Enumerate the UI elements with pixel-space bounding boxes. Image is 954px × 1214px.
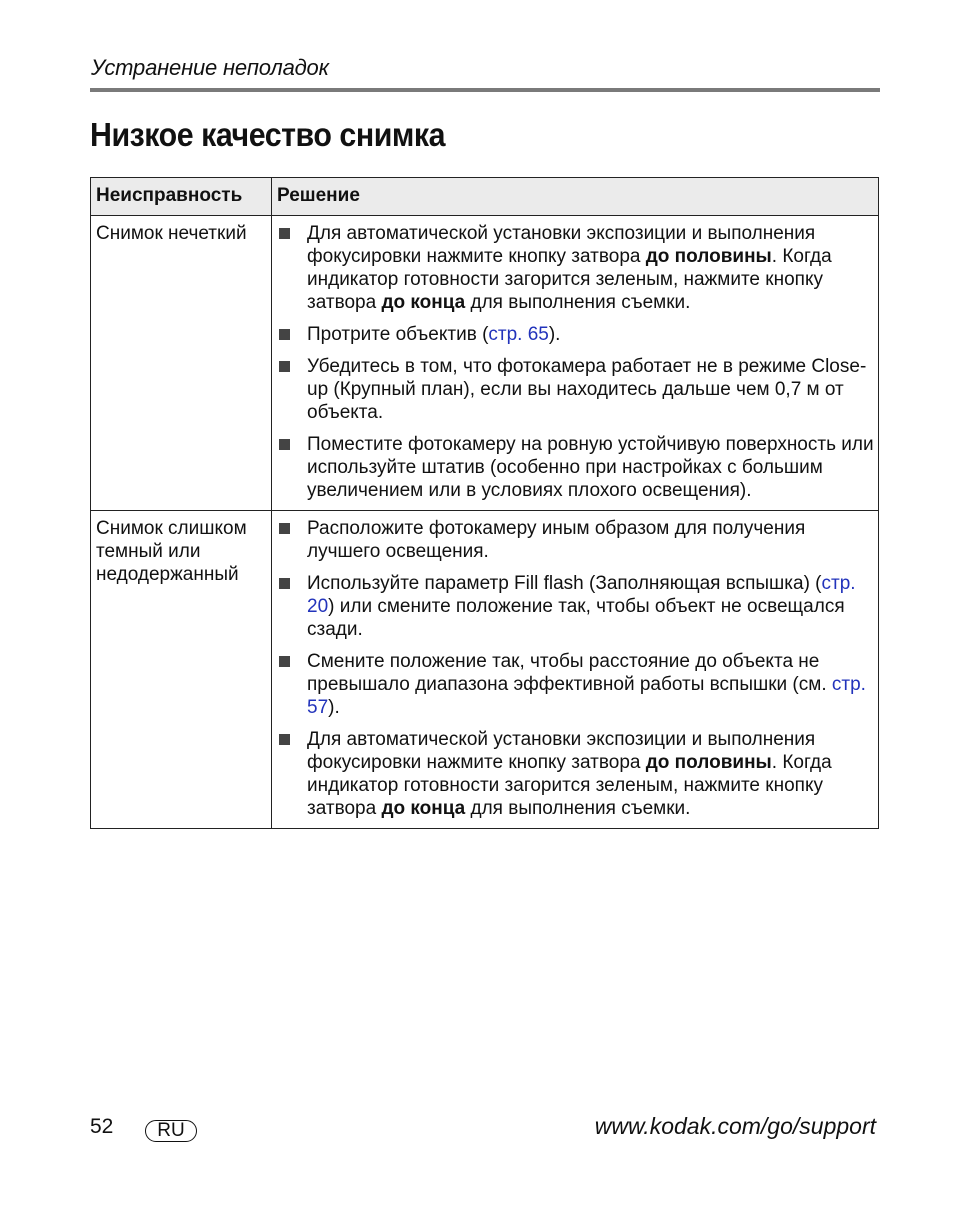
table-header-row	[91, 178, 879, 216]
solution-text: ) или смените положение так, чтобы объект не освещался сзади.	[307, 596, 845, 640]
column-header-problem: Неисправность	[91, 178, 272, 216]
page-reference-link[interactable]: стр. 65	[488, 324, 549, 345]
table-row	[91, 216, 879, 511]
table-row	[91, 511, 879, 829]
column-header-solution: Решение	[272, 178, 879, 216]
solution-list	[276, 222, 874, 502]
solution-text: для выполнения съемки.	[465, 798, 691, 819]
solution-list	[276, 517, 874, 820]
solution-text: Протрите объектив (	[307, 324, 489, 345]
solution-text: . Когда индикатор готовности загорится зеленым, нажмите кнопку затвора	[307, 752, 832, 819]
solution-item	[276, 728, 874, 820]
page-reference-link[interactable]: стр. 57	[307, 674, 866, 718]
solution-item	[276, 650, 874, 719]
solution-text: Убедитесь в том, что фотокамера работает не в режиме Close-up (Крупный план), если вы находитесь дальше чем 0,7 м от объекта.	[307, 356, 867, 423]
solution-item	[276, 355, 874, 424]
square-bullet-icon	[279, 523, 290, 534]
solution-item	[276, 323, 874, 346]
solution-item	[276, 433, 874, 502]
solution-text: Для автоматической установки экспозиции и выполнения фокусировки нажмите кнопку затвора	[307, 223, 816, 267]
troubleshooting-table	[90, 177, 879, 829]
square-bullet-icon	[279, 578, 290, 589]
header-divider	[90, 88, 880, 92]
problem-cell: Снимок слишком темный или недодержанный	[91, 511, 272, 829]
solution-text: Поместите фотокамеру на ровную устойчивую поверхность или используйте штатив (особенно при настройках с большим увеличением или в условиях плохого освещения).	[307, 434, 874, 501]
square-bullet-icon	[279, 656, 290, 667]
solution-text: ).	[328, 697, 340, 718]
solution-text: для выполнения съемки.	[465, 292, 691, 313]
emphasis-text: до половины	[645, 752, 772, 773]
emphasis-text: до половины	[645, 246, 772, 267]
square-bullet-icon	[279, 329, 290, 340]
solution-item	[276, 222, 874, 314]
solution-text: Расположите фотокамеру иным образом для получения лучшего освещения.	[307, 518, 806, 562]
solution-item	[276, 517, 874, 563]
solution-item	[276, 572, 874, 641]
square-bullet-icon	[279, 361, 290, 372]
solutions-cell	[272, 511, 879, 829]
page-number: 52	[90, 1115, 114, 1138]
emphasis-text: до конца	[381, 798, 466, 819]
solutions-cell	[272, 216, 879, 511]
running-header: Устранение неполадок	[91, 55, 329, 80]
square-bullet-icon	[279, 734, 290, 745]
page-reference-link[interactable]: стр. 20	[307, 573, 856, 617]
solution-text: . Когда индикатор готовности загорится зеленым, нажмите кнопку затвора	[307, 246, 832, 313]
page-title: Низкое качество снимка	[90, 116, 446, 153]
language-badge: RU	[145, 1120, 197, 1142]
emphasis-text: до конца	[381, 292, 466, 313]
square-bullet-icon	[279, 228, 290, 239]
square-bullet-icon	[279, 439, 290, 450]
support-url[interactable]: www.kodak.com/go/support	[594, 1113, 876, 1139]
solution-text: ).	[548, 324, 561, 345]
problem-cell: Снимок нечеткий	[91, 216, 272, 511]
solution-text: Для автоматической установки экспозиции и выполнения фокусировки нажмите кнопку затвора	[307, 729, 816, 773]
solution-text: Смените положение так, чтобы расстояние до объекта не превышало диапазона эффективной работы вспышки (см.	[307, 651, 832, 695]
solution-text: Используйте параметр Fill flash (Заполняющая вспышка) (	[307, 573, 822, 594]
